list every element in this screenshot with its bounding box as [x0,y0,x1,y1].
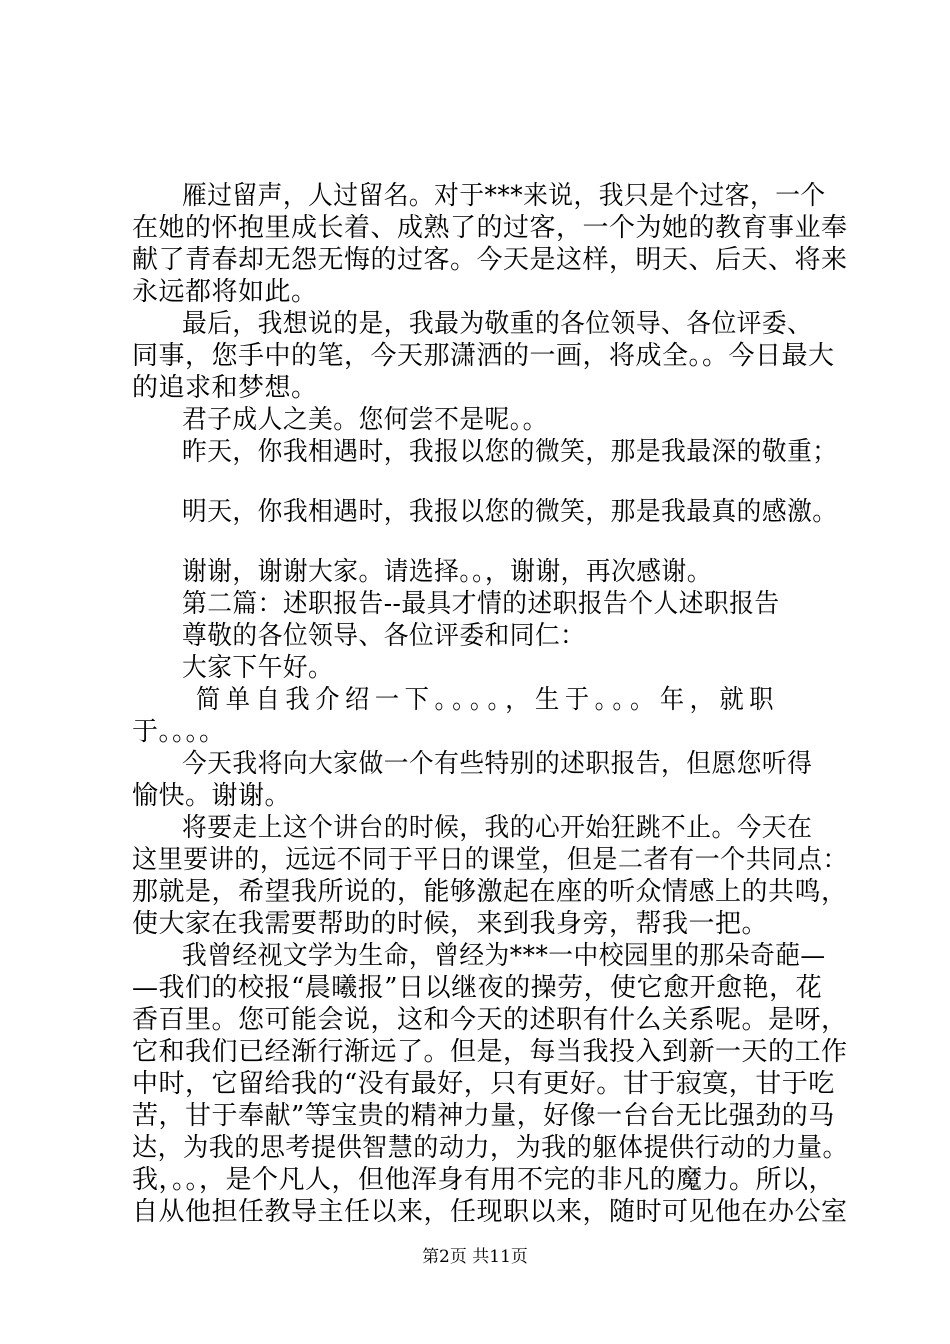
text-line: 永远都将如此。 [132,277,318,307]
text-line: 的追求和梦想。 [132,373,318,403]
text-line: 今天我将向大家做一个有些特别的述职报告，但愿您听得 [182,749,813,779]
text-line: 尊敬的各位领导、各位评委和同仁： [182,621,586,651]
text-line: 将要走上这个讲台的时候，我的心开始狂跳不止。今天在 [182,813,813,843]
text-line: 简单自我介绍一下。。。。，生于。。。年，就职 [196,685,780,715]
section-heading: 第二篇：述职报告--最具才情的述职报告个人述职报告 [182,589,780,619]
text-line: 愉快。谢谢。 [132,781,292,811]
text-line: 我，。。，是个凡人，但他浑身有用不完的非凡的魔力。所以， [132,1165,836,1195]
text-line: 同事，您手中的笔，今天那潇洒的一画，将成全。。今日最大 [132,341,835,371]
text-line: 最后，我想说的是，我最为敬重的各位领导、各位评委、 [182,309,813,339]
text-line: —我们的校报“晨曦报”日以继夜的操劳，使它愈开愈艳，花 [132,973,823,1003]
text-line: 在她的怀抱里成长着、成熟了的过客，一个为她的教育事业奉 [132,213,848,243]
text-line: 自从他担任教导主任以来，任现职以来，随时可见他在办公室 [132,1197,848,1227]
text-line: 使大家在我需要帮助的时候，来到我身旁，帮我一把。 [132,909,769,939]
text-line: 这里要讲的，远远不同于平日的课堂，但是二者有一个共同点： [132,845,849,875]
text-line: 昨天，你我相遇时，我报以您的微笑，那是我最深的敬重； [182,437,838,467]
page-number-footer: 第2页 共11页 [422,1247,528,1267]
text-line: 雁过留声，人过留名。对于***来说，我只是个过客，一个 [182,181,826,211]
text-line: 香百里。您可能会说，这和今天的述职有什么关系呢。是呀， [132,1005,848,1035]
text-line: 那就是，希望我所说的，能够激起在座的听众情感上的共鸣， [132,877,848,907]
text-line: 我曾经视文学为生命，曾经为***一中校园里的那朵奇葩— [182,941,826,971]
text-line: 中时，它留给我的“没有最好，只有更好。甘于寂寞，甘于吃 [132,1069,835,1099]
text-line: 献了青春却无怨无悔的过客。今天是这样，明天、后天、将来 [132,245,848,275]
text-line: 大家下午好。 [182,653,334,683]
text-line: 君子成人之美。您何尝不是呢。。 [182,405,548,435]
text-line: 谢谢，谢谢大家。请选择。。，谢谢，再次感谢。 [182,557,712,587]
text-line: 达，为我的思考提供智慧的动力，为我的躯体提供行动的力量。 [132,1133,849,1163]
text-line: 明天，你我相遇时，我报以您的微笑，那是我最真的感激。 [182,497,838,527]
text-line: 苦，甘于奉献”等宝贵的精神力量，好像一台台无比强劲的马 [132,1101,835,1131]
text-line: 它和我们已经渐行渐远了。但是，每当我投入到新一天的工作 [132,1037,848,1067]
text-line: 于。。。。 [132,717,226,747]
